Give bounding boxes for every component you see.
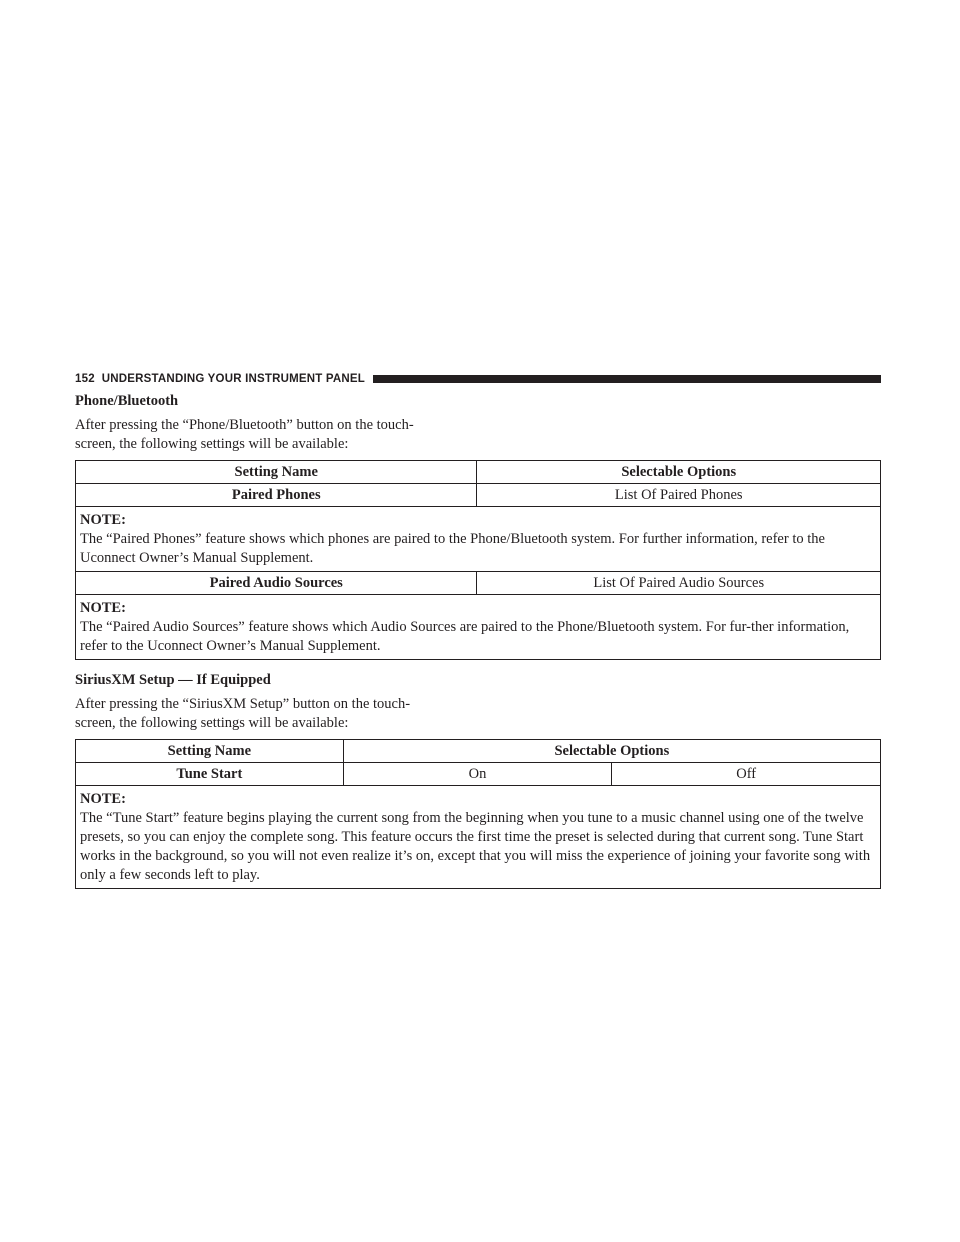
page-header xyxy=(75,371,881,387)
note-row xyxy=(76,595,881,660)
header-rule xyxy=(373,375,881,383)
note-label: NOTE: xyxy=(80,791,126,807)
note-label: NOTE: xyxy=(80,600,126,616)
setting-name-cell: Paired Phones xyxy=(76,484,477,507)
note-text: The “Paired Phones” feature shows which phones are paired to the Phone/Bluetooth system. For further information, refer to the Uconnect Owner’s Manual Supplement. xyxy=(80,531,825,566)
page-number: 152 xyxy=(75,373,95,385)
section-title: UNDERSTANDING YOUR INSTRUMENT PANEL xyxy=(101,373,365,385)
table-header-row xyxy=(76,461,881,484)
intro-line: After pressing the “Phone/Bluetooth” button on the touch- xyxy=(75,417,414,433)
note-cell xyxy=(76,595,881,660)
intro-line: screen, the following settings will be available: xyxy=(75,715,349,731)
siriusxm-setup-heading: SiriusXM Setup — If Equipped xyxy=(75,672,271,688)
intro-line: After pressing the “SiriusXM Setup” button on the touch- xyxy=(75,696,411,712)
table-row xyxy=(76,484,881,507)
phone-bluetooth-intro xyxy=(75,416,475,454)
col-header-setting-name: Setting Name xyxy=(76,740,344,763)
siriusxm-table xyxy=(75,739,881,889)
page-content xyxy=(75,392,881,900)
table-header-row xyxy=(76,740,881,763)
note-cell xyxy=(76,786,881,889)
siriusxm-setup-intro xyxy=(75,695,475,733)
selectable-option-cell: Off xyxy=(612,763,881,786)
selectable-option-cell: List Of Paired Phones xyxy=(477,484,881,507)
table-row xyxy=(76,572,881,595)
setting-name-cell: Paired Audio Sources xyxy=(76,572,477,595)
phone-bluetooth-table xyxy=(75,460,881,660)
selectable-option-cell: On xyxy=(343,763,612,786)
note-row xyxy=(76,507,881,572)
note-text: The “Paired Audio Sources” feature shows which Audio Sources are paired to the Phone/Bluetooth system. For fur-ther information, refer to the Uconnect Owner’s Manual Supplement. xyxy=(80,619,850,654)
table-row xyxy=(76,763,881,786)
note-text: The “Tune Start” feature begins playing the current song from the beginning when you tune to a music channel using one of the twelve presets, so you can enjoy the complete song. This feature occurs the first time the preset is selected during that current song. Tune Start works in the background, so you will not even realize it’s on, except that you will miss the experience of joining your favorite song with only a few seconds left to play. xyxy=(80,810,871,883)
col-header-setting-name: Setting Name xyxy=(76,461,477,484)
setting-name-cell: Tune Start xyxy=(76,763,344,786)
note-row xyxy=(76,786,881,889)
phone-bluetooth-heading: Phone/Bluetooth xyxy=(75,393,179,409)
intro-line: screen, the following settings will be available: xyxy=(75,436,349,452)
selectable-option-cell: List Of Paired Audio Sources xyxy=(477,572,881,595)
col-header-selectable-options: Selectable Options xyxy=(477,461,881,484)
note-cell xyxy=(76,507,881,572)
col-header-selectable-options: Selectable Options xyxy=(343,740,880,763)
note-label: NOTE: xyxy=(80,512,126,528)
